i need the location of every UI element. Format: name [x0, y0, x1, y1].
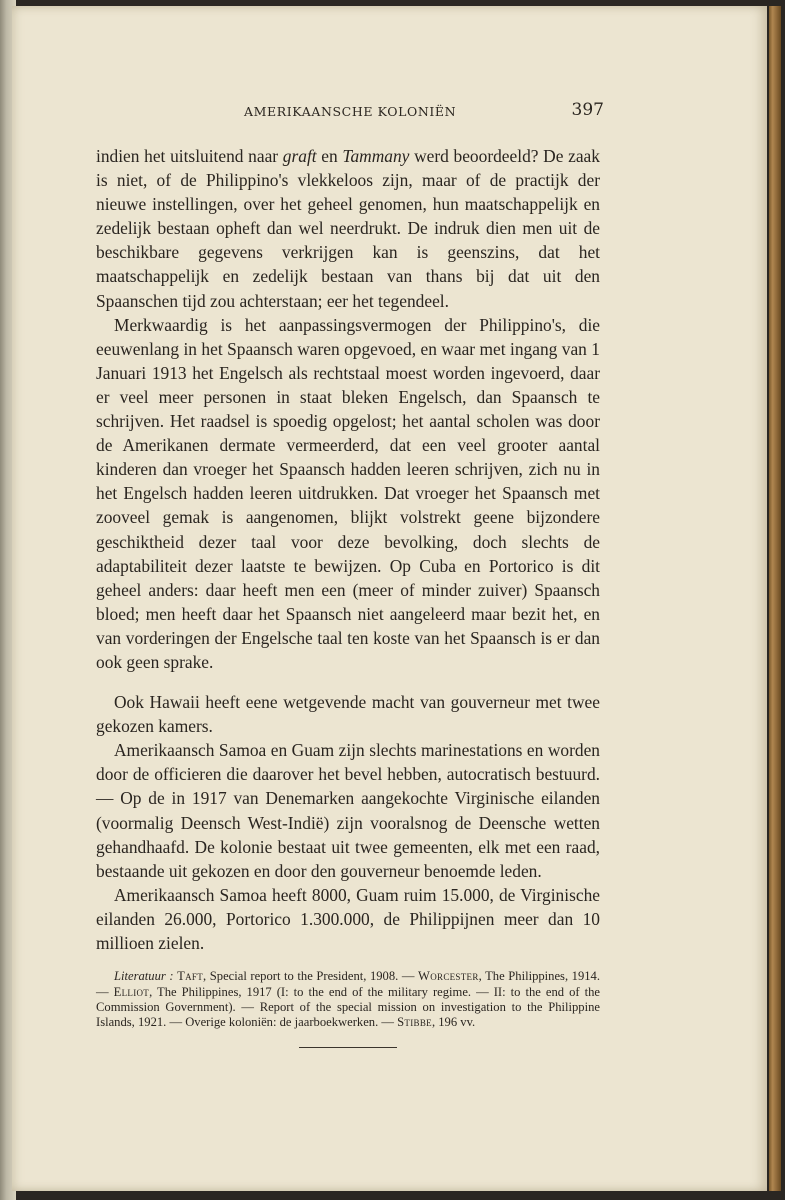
paragraph-2: Merkwaardig is het aanpassingsvermogen der Philippino's, die eeuwenlang in het Spaansch waren opgevoed, en waar met ingang van 1 Januari 1913 het Engelsch als rechtstaal moest worden ingevoerd, daar er veel meer personen in staat bleken Engelsch, dan Spaansch te schrijven. Het raadsel is spoedig opgelost; het aantal scholen was door de Amerikanen dermate vermeerderd, dat een veel grooter aantal kinderen dan vroeger het Spaansch hadden leeren schrijven, zich nu in het Engelsch hadden leeren uitdrukken. Dat vroeger het Spaansch met zooveel gemak is aangenomen, blijkt volstrekt geene bijzondere geschiktheid dezer taal voor deze bevolking, doch slechts de adaptabiliteit dezer laatste te bewijzen. Op Cuba en Portorico is dit geheel anders: daar heeft men een (meer of minder zuiver) Spaansch bloed; men heeft daar het Spaansch niet aangeleerd maar bezit het, en van vorderingen der Engelsche taal ten koste van het Spaansch is er dan ook geen sprake.: [96, 314, 600, 672]
running-title: AMERIKAANSCHE KOLONIËN: [244, 104, 457, 119]
paragraph-4: Amerikaansch Samoa en Guam zijn slechts marinestations en worden door de officieren die daarover het bevel hebben, autocratisch bestuurd. — Op de in 1917 van Denemarken aangekochte Virginische eilanden (voormalig Deensch West-Indië) zijn vooralsnog de Deensche wetten gehandhaafd. De kolonie bestaat uit twee gemeenten, elk met een raad, bestaande uit gekozen en door den gouverneur benoemde leden.: [96, 740, 600, 881]
graft-term: graft: [282, 146, 317, 166]
paragraph-1: indien het uitsluitend naar graft en Tammany werd beoordeeld? De zaak is niet, of de Philippino's vlekkeloos zijn, maar of de practijk der nieuwe instellingen, over het geheel genomen, hun maatschappelijk en zedelijk bestaan opheft dan wel neerdrukt. De indruk dien men uit de beschikbare gegevens verkrijgen kan is geenszins, dat het maatschappelijk en zedelijk bestaan van thans bij dat uit den Spaanschen tijd zou achterstaan; eer het tegendeel.: [96, 146, 600, 311]
body-text: [96, 144, 600, 1048]
paragraph-3: Ook Hawaii heeft eene wetgevende macht van gouverneur met twee gekozen kamers.: [96, 692, 600, 737]
literature-label: Literatuur :: [114, 969, 174, 984]
paragraph-5: Amerikaansch Samoa heeft 8000, Guam ruim 15.000, de Virginische eilanden 26.000, Portorico 1.300.000, de Philippijnen meer dan 10 millioen zielen.: [96, 884, 600, 953]
page-fore-edge: [769, 6, 781, 1191]
page-number: 397: [571, 100, 604, 120]
running-head: [244, 100, 604, 124]
book-page: [12, 6, 767, 1191]
tammany-term: Tammany: [342, 146, 410, 166]
literature-note: Literatuur : Taft, Special report to the President, 1908. — Worcester, The Philippines, 1914. — Elliot, The Philippines, 1917 (I: to the end of the military regime. — II: to the end of the Commission Government). — Report of the special mission on investigation to the Philippine Islands, 1921. — Overige koloniën: de jaarboekwerken. — Stibbe, 196 vv.: [96, 969, 600, 1030]
closing-rule: [299, 1047, 397, 1048]
